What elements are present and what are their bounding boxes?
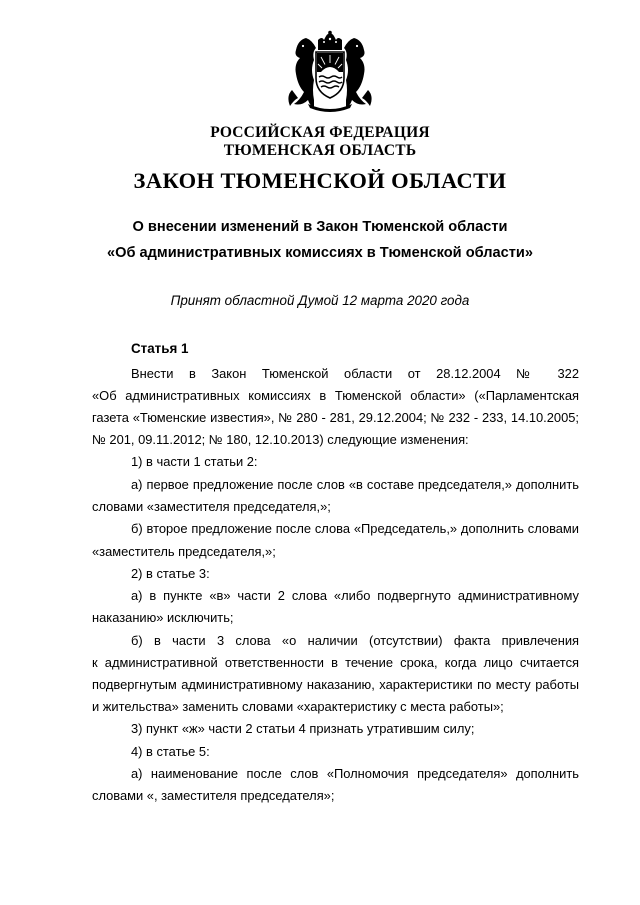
list-item: 2) в статье 3: xyxy=(131,566,210,581)
adoption-date-note: Принят областной Думой 12 марта 2020 года xyxy=(170,293,470,308)
shield-icon xyxy=(316,52,344,98)
body-line: Внести в Закон Тюменской области от 28.12.2004 № 322 xyxy=(131,366,579,381)
list-item: а) наименование после слов «Полномочия председателя» дополнить xyxy=(131,766,579,781)
body-line: словами «заместителя председателя,»; xyxy=(92,499,331,514)
region-heading: ТЮМЕНСКАЯ ОБЛАСТЬ xyxy=(223,142,417,159)
body-line: «Об административных комиссиях в Тюменской области» («Парламентская xyxy=(92,388,579,403)
right-supporter-icon xyxy=(344,38,372,108)
list-item: б) второе предложение после слова «Председатель,» дополнить словами xyxy=(131,521,579,536)
body-line: «заместитель председателя,»; xyxy=(92,544,276,559)
crown-icon xyxy=(318,31,342,50)
list-item: б) в части 3 слова «о наличии (отсутствии) факта привлечения xyxy=(131,633,579,648)
list-item: а) в пункте «в» части 2 слова «либо подвергнуто административному xyxy=(131,588,579,603)
body-line: газета «Тюменские известия», № 280 - 281, 29.12.2004; № 232 - 233, 14.10.2005; xyxy=(92,410,579,425)
body-line: подвергнутым административному наказанию, характеристики по месту работы xyxy=(92,677,579,692)
law-subject-line-2: «Об административных комиссиях в Тюменской области» xyxy=(106,245,533,261)
law-subject-line-1: О внесении изменений в Закон Тюменской области xyxy=(132,219,508,235)
body-line: словами «, заместителя председателя»; xyxy=(92,788,335,803)
body-line: наказанию» исключить; xyxy=(92,610,234,625)
coat-of-arms-emblem xyxy=(284,30,376,112)
body-line: к административной ответственности в течение срока, когда лицо считается xyxy=(92,655,579,670)
list-item: 4) в статье 5: xyxy=(131,744,210,759)
body-line: № 201, 09.11.2012; № 180, 12.10.2013) следующие изменения: xyxy=(92,432,469,447)
list-item: 1) в части 1 статьи 2: xyxy=(131,454,258,469)
body-line: и жительства» заменить словами «характеристику с места работы»; xyxy=(92,699,504,714)
list-item: а) первое предложение после слов «в составе председателя,» дополнить xyxy=(131,477,579,492)
country-heading: РОССИЙСКАЯ ФЕДЕРАЦИЯ xyxy=(210,124,430,141)
article-title: Статья 1 xyxy=(131,341,189,356)
left-supporter-icon xyxy=(288,38,316,108)
law-title: ЗАКОН ТЮМЕНСКОЙ ОБЛАСТИ xyxy=(133,168,507,193)
list-item: 3) пункт «ж» части 2 статьи 4 признать утратившим силу; xyxy=(131,721,475,736)
